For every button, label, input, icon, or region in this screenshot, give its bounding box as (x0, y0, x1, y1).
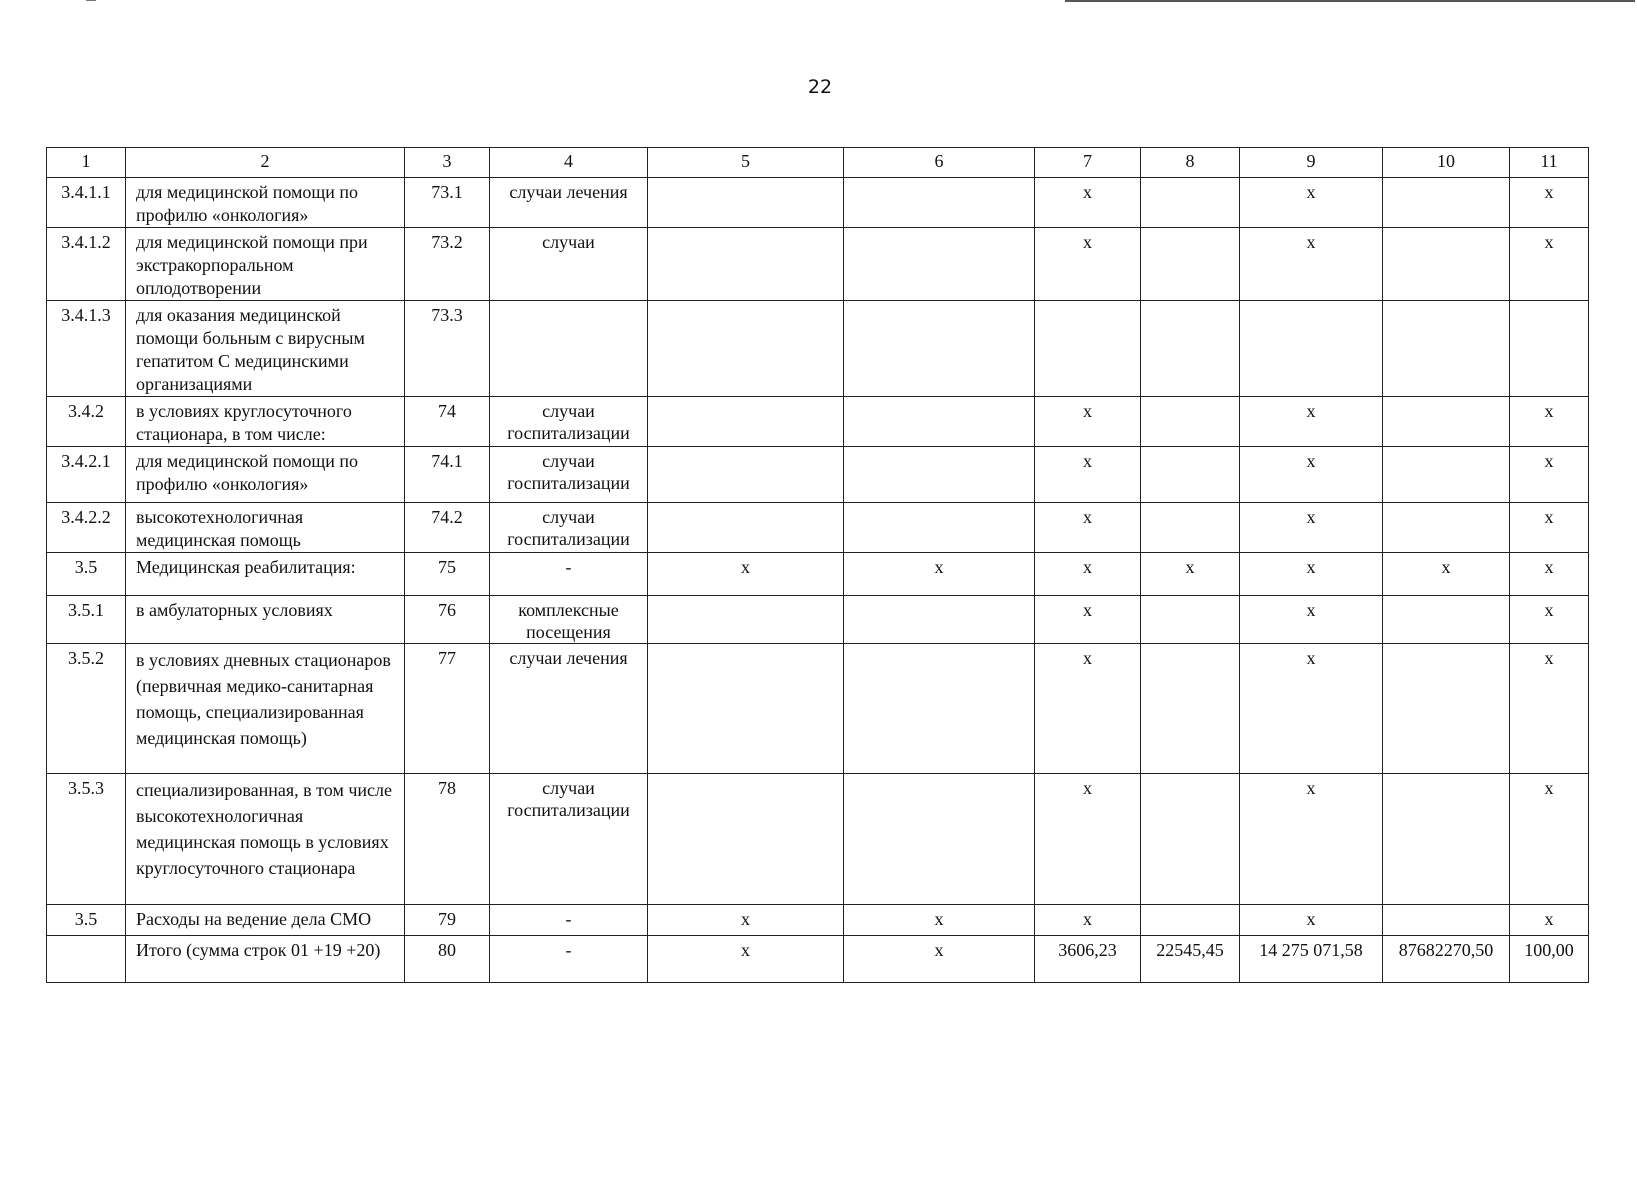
col5-value (648, 503, 844, 553)
unit-of-measure: случаи лечения (490, 178, 648, 228)
col8-value (1141, 644, 1240, 774)
line-number: 77 (405, 644, 490, 774)
col11-value: х (1510, 644, 1589, 774)
unit-of-measure: случаи госпитализации (490, 774, 648, 905)
col7-value: х (1035, 644, 1141, 774)
col6-value: х (844, 936, 1035, 983)
col11-value: 100,00 (1510, 936, 1589, 983)
col6-value (844, 644, 1035, 774)
col-header-10: 10 (1383, 148, 1510, 178)
table-row (47, 447, 1589, 503)
column-number-header-row (47, 148, 1589, 178)
col6-value: х (844, 905, 1035, 936)
col7-value: х (1035, 397, 1141, 447)
indicator-name: для оказания медицинской помощи больным с вирусным гепатитом С медицинскими организациями (126, 301, 405, 397)
col5-value: х (648, 936, 844, 983)
scan-edge-mark-left (86, 0, 96, 1)
table-row (47, 503, 1589, 553)
table-row (47, 397, 1589, 447)
col7-value: х (1035, 503, 1141, 553)
indicator-name: Расходы на ведение дела СМО (126, 905, 405, 936)
row-code: 3.5.1 (47, 596, 126, 644)
col9-value: х (1240, 644, 1383, 774)
table-row (47, 905, 1589, 936)
col10-value (1383, 503, 1510, 553)
col-header-6: 6 (844, 148, 1035, 178)
line-number: 78 (405, 774, 490, 905)
line-number: 73.1 (405, 178, 490, 228)
col7-value (1035, 301, 1141, 397)
col10-value: х (1383, 553, 1510, 596)
col8-value (1141, 447, 1240, 503)
col-header-3: 3 (405, 148, 490, 178)
col5-value (648, 596, 844, 644)
line-number: 74.2 (405, 503, 490, 553)
indicator-name: Итого (сумма строк 01 +19 +20) (126, 936, 405, 983)
row-code: 3.4.1.3 (47, 301, 126, 397)
unit-of-measure: случаи лечения (490, 644, 648, 774)
row-code: 3.4.2 (47, 397, 126, 447)
col-header-4: 4 (490, 148, 648, 178)
scan-edge-mark-right (1065, 0, 1635, 2)
col5-value (648, 178, 844, 228)
col5-value (648, 774, 844, 905)
col-header-1: 1 (47, 148, 126, 178)
col7-value: х (1035, 553, 1141, 596)
col8-value: х (1141, 553, 1240, 596)
col11-value: х (1510, 553, 1589, 596)
unit-of-measure: случаи (490, 228, 648, 301)
col10-value: 87682270,50 (1383, 936, 1510, 983)
col-header-2: 2 (126, 148, 405, 178)
row-code: 3.5 (47, 553, 126, 596)
unit-of-measure (490, 301, 648, 397)
col11-value: х (1510, 503, 1589, 553)
col11-value: х (1510, 397, 1589, 447)
unit-of-measure: - (490, 905, 648, 936)
col10-value (1383, 178, 1510, 228)
row-code: 3.4.2.1 (47, 447, 126, 503)
table-row (47, 553, 1589, 596)
col6-value: х (844, 553, 1035, 596)
col9-value: х (1240, 553, 1383, 596)
indicator-name: для медицинской помощи по профилю «онкология» (126, 178, 405, 228)
indicator-name: в условиях круглосуточного стационара, в том числе: (126, 397, 405, 447)
col10-value (1383, 397, 1510, 447)
col11-value: х (1510, 228, 1589, 301)
col7-value: х (1035, 447, 1141, 503)
col9-value: х (1240, 447, 1383, 503)
col11-value: х (1510, 596, 1589, 644)
col11-value: х (1510, 178, 1589, 228)
col-header-7: 7 (1035, 148, 1141, 178)
line-number: 79 (405, 905, 490, 936)
line-number: 75 (405, 553, 490, 596)
col6-value (844, 596, 1035, 644)
col7-value: х (1035, 178, 1141, 228)
table-row (47, 774, 1589, 905)
indicator-name: для медицинской помощи при экстракорпоральном оплодотворении (126, 228, 405, 301)
col5-value: х (648, 905, 844, 936)
table-row (47, 596, 1589, 644)
row-code (47, 936, 126, 983)
col10-value (1383, 228, 1510, 301)
col11-value: х (1510, 905, 1589, 936)
col8-value: 22545,45 (1141, 936, 1240, 983)
unit-of-measure: комплексные посещения (490, 596, 648, 644)
indicator-name: Медицинская реабилитация: (126, 553, 405, 596)
col9-value: 14 275 071,58 (1240, 936, 1383, 983)
col9-value: х (1240, 905, 1383, 936)
col7-value: х (1035, 905, 1141, 936)
col9-value (1240, 301, 1383, 397)
col8-value (1141, 596, 1240, 644)
col8-value (1141, 301, 1240, 397)
col9-value: х (1240, 397, 1383, 447)
indicator-name: высокотехнологичная медицинская помощь (126, 503, 405, 553)
unit-of-measure: случаи госпитализации (490, 447, 648, 503)
col6-value (844, 301, 1035, 397)
table-row (47, 644, 1589, 774)
col10-value (1383, 774, 1510, 905)
col6-value (844, 447, 1035, 503)
table-row (47, 301, 1589, 397)
col5-value (648, 301, 844, 397)
col8-value (1141, 178, 1240, 228)
row-code: 3.4.1.2 (47, 228, 126, 301)
table-row (47, 178, 1589, 228)
col7-value: х (1035, 774, 1141, 905)
col7-value: х (1035, 228, 1141, 301)
col5-value (648, 644, 844, 774)
col5-value: х (648, 553, 844, 596)
col8-value (1141, 905, 1240, 936)
col9-value: х (1240, 228, 1383, 301)
col10-value (1383, 905, 1510, 936)
unit-of-measure: - (490, 553, 648, 596)
line-number: 73.2 (405, 228, 490, 301)
col11-value: х (1510, 447, 1589, 503)
col8-value (1141, 774, 1240, 905)
col10-value (1383, 301, 1510, 397)
indicator-name: в условиях дневных стационаров (первичная медико-санитарная помощь, специализированная медицинская помощь) (126, 644, 405, 774)
col10-value (1383, 596, 1510, 644)
col7-value: х (1035, 596, 1141, 644)
data-table (46, 147, 1589, 983)
line-number: 74 (405, 397, 490, 447)
indicator-name: специализированная, в том числе высокотехнологичная медицинская помощь в условиях круглосуточного стационара (126, 774, 405, 905)
unit-of-measure: - (490, 936, 648, 983)
col5-value (648, 228, 844, 301)
row-code: 3.5.2 (47, 644, 126, 774)
col8-value (1141, 228, 1240, 301)
col-header-5: 5 (648, 148, 844, 178)
col6-value (844, 228, 1035, 301)
col11-value: х (1510, 774, 1589, 905)
col6-value (844, 178, 1035, 228)
row-code: 3.4.2.2 (47, 503, 126, 553)
col10-value (1383, 644, 1510, 774)
line-number: 73.3 (405, 301, 490, 397)
unit-of-measure: случаи госпитализации (490, 503, 648, 553)
table-body (47, 148, 1589, 983)
col-header-8: 8 (1141, 148, 1240, 178)
page-number: 22 (807, 76, 833, 98)
table-row (47, 228, 1589, 301)
col9-value: х (1240, 503, 1383, 553)
indicator-name: в амбулаторных условиях (126, 596, 405, 644)
unit-of-measure: случаи госпитализации (490, 397, 648, 447)
col8-value (1141, 503, 1240, 553)
col9-value: х (1240, 774, 1383, 905)
line-number: 74.1 (405, 447, 490, 503)
col-header-9: 9 (1240, 148, 1383, 178)
col11-value (1510, 301, 1589, 397)
col5-value (648, 397, 844, 447)
col7-value: 3606,23 (1035, 936, 1141, 983)
row-code: 3.5.3 (47, 774, 126, 905)
col5-value (648, 447, 844, 503)
col6-value (844, 397, 1035, 447)
col6-value (844, 503, 1035, 553)
row-code: 3.4.1.1 (47, 178, 126, 228)
col8-value (1141, 397, 1240, 447)
indicator-name: для медицинской помощи по профилю «онкология» (126, 447, 405, 503)
col9-value: х (1240, 178, 1383, 228)
line-number: 76 (405, 596, 490, 644)
col10-value (1383, 447, 1510, 503)
table-row (47, 936, 1589, 983)
col-header-11: 11 (1510, 148, 1589, 178)
line-number: 80 (405, 936, 490, 983)
col9-value: х (1240, 596, 1383, 644)
row-code: 3.5 (47, 905, 126, 936)
col6-value (844, 774, 1035, 905)
